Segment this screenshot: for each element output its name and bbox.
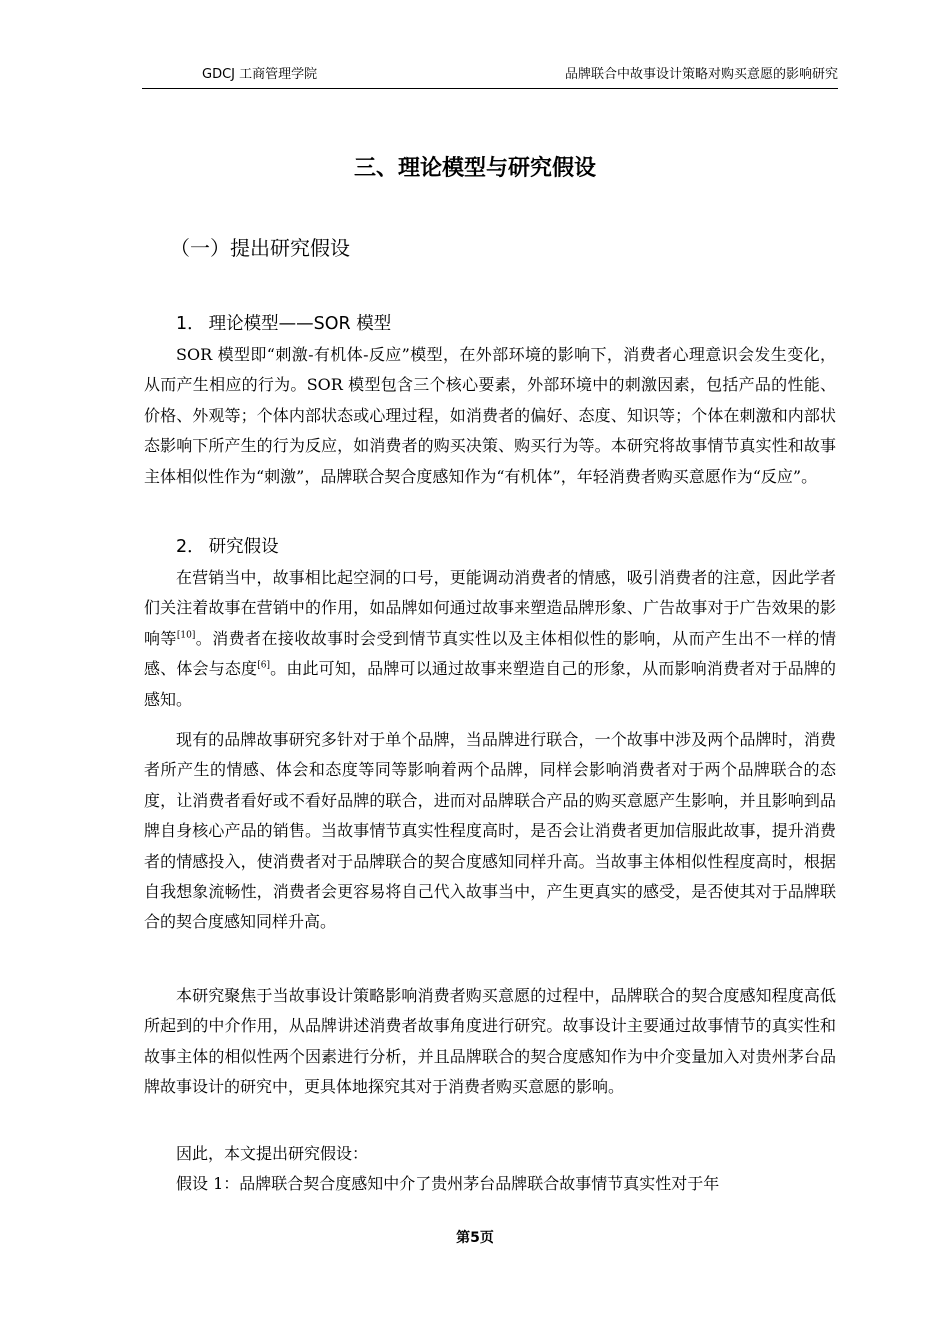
page-number: 第5页 (456, 1230, 494, 1246)
paragraph-text: 。由此可知，品牌可以通过故事来塑造自己的形象，从而影响消费者对于品牌的感知。 (144, 659, 836, 709)
paragraph-text: 。消费者在接收故事时会受到情节真实性以及主体相似性的影响，从而产生出不一样的情感、体会与态度 (144, 628, 836, 679)
chapter-title: 三、理论模型与研究假设 (353, 156, 596, 181)
header-institution: GDCJ 工商管理学院 (202, 67, 318, 82)
subsection-number: 2． (176, 537, 205, 557)
subsection-number: 1． (176, 314, 205, 334)
paragraph-sor-model: SOR 模型即“刺激-有机体-反应”模型，在外部环境的影响下，消费者心理意识会发生变化，从而产生相应的行为。SOR 模型包含三个核心要素，外部环境中的刺激因素，包括产品的性能、价格、外观等；个体内部状态或心理过程，如消费者的偏好、态度、知识等；个体在刺激和内部状态影响下所产生的行为反应，如消费者的购买决策、购买行为等。本研究将故事情节真实性和故事主体相似性作为“刺激”，品牌联合契合度感知作为“有机体”，年轻消费者购买意愿作为“反应”。 (144, 345, 836, 486)
header-paper-title: 品牌联合中故事设计策略对购买意愿的影响研究 (564, 67, 838, 82)
paragraph-marketing-story (144, 563, 836, 715)
page-header (142, 66, 838, 89)
subsection-title-model (176, 310, 391, 338)
paragraph-hypothesis-intro: 因此，本文提出研究假设： (176, 1144, 369, 1163)
section-title: （一）提出研究假设 (170, 236, 350, 260)
paragraph-research-focus: 本研究聚焦于当故事设计策略影响消费者购买意愿的过程中，品牌联合的契合度感知程度高低所起到的中介作用，从品牌讲述消费者故事角度进行研究。故事设计主要通过故事情节的真实性和故事主体的相似性两个因素进行分析，并且品牌联合的契合度感知作为中介变量加入对贵州茅台品牌故事设计的研究中，更具体地探究其对于消费者购买意愿的影响。 (144, 986, 836, 1097)
paragraph-hypothesis-1: 假设 1：品牌联合契合度感知中介了贵州茅台品牌联合故事情节真实性对于年 (176, 1174, 720, 1193)
subsection-title-hypothesis (176, 533, 279, 561)
subsection-text: 研究假设 (208, 537, 279, 557)
citation-ref: [10] (176, 630, 196, 641)
subsection-text: 理论模型——SOR 模型 (208, 314, 392, 334)
paragraph-text: 在营销当中，故事相比起空洞的口号，更能调动消费者的情感，吸引消费者的注意，因此学者们关注着故事在营销中的作用，如品牌如何通过故事来塑造品牌形象、广告故事对于广告效果的影响等 (144, 568, 836, 648)
paragraph-brand-story-research: 现有的品牌故事研究多针对于单个品牌，当品牌进行联合，一个故事中涉及两个品牌时，消费者所产生的情感、体会和态度等同等影响着两个品牌，同样会影响消费者对于两个品牌联合的态度，让消费者看好或不看好品牌的联合，进而对品牌联合产品的购买意愿产生影响，并且影响到品牌自身核心产品的销售。当故事情节真实性程度高时，是否会让消费者更加信服此故事，提升消费者的情感投入，使消费者对于品牌联合的契合度感知同样升高。当故事主体相似性程度高时，根据自我想象流畅性，消费者会更容易将自己代入故事当中，产生更真实的感受，是否使其对于品牌联合的契合度感知同样升高。 (144, 730, 836, 932)
citation-ref: [6] (257, 660, 270, 671)
